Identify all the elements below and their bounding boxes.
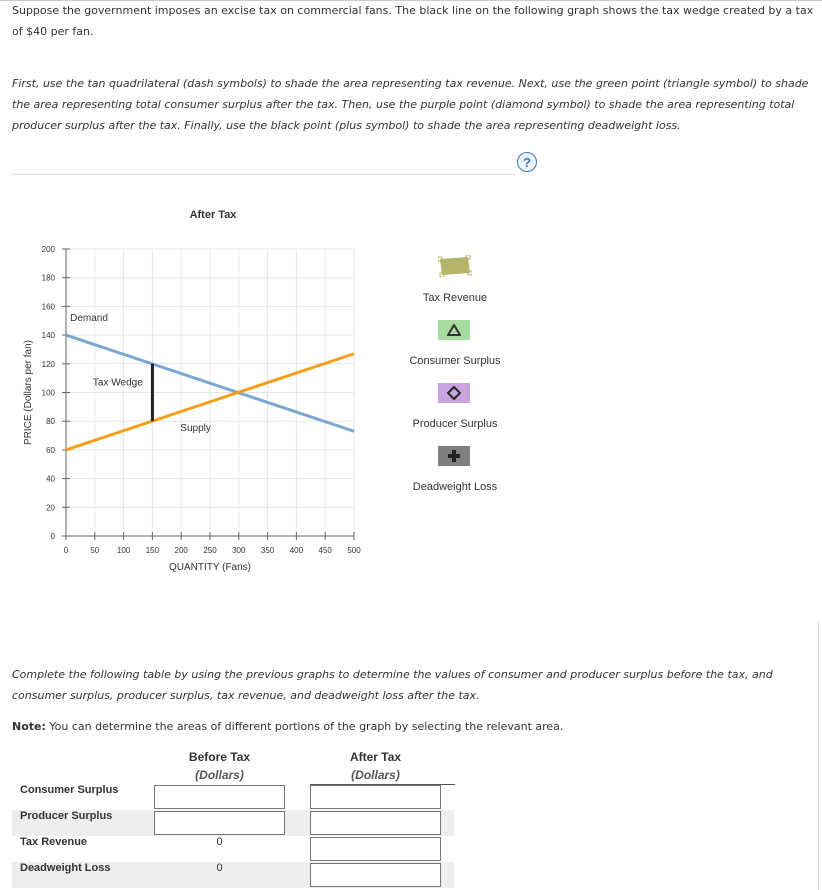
palette-deadweight-loss[interactable] bbox=[375, 444, 535, 500]
y-tick-label: 200 bbox=[41, 245, 55, 254]
palette-label: Deadweight Loss bbox=[412, 481, 498, 493]
row-label: Producer Surplus bbox=[20, 810, 113, 822]
producer-surplus-after-input[interactable] bbox=[310, 811, 441, 835]
col-before-sub: (Dollars) bbox=[195, 768, 244, 782]
table-instruction: Complete the following table by using the previous graphs to determine the values of consumer and producer surplus before the tax, and consumer surplus, producer surplus, tax revenue, and deadweight loss after the tax. bbox=[12, 668, 773, 702]
panel-edge bbox=[818, 622, 822, 890]
note-label: Note: bbox=[12, 720, 46, 733]
consumer-surplus-before-input[interactable] bbox=[154, 785, 285, 809]
x-tick-label: 400 bbox=[289, 546, 304, 555]
x-tick-label: 50 bbox=[90, 546, 100, 555]
consumer-surplus-after-input[interactable] bbox=[310, 785, 441, 809]
producer-surplus-before-input[interactable] bbox=[154, 811, 285, 835]
chart-title: After Tax bbox=[189, 209, 237, 221]
y-tick-label: 120 bbox=[41, 359, 55, 369]
x-tick-label: 300 bbox=[232, 546, 246, 555]
annotation-label: Demand bbox=[70, 312, 108, 324]
col-after-title: After Tax bbox=[349, 750, 402, 764]
palette-label: Producer Surplus bbox=[412, 418, 498, 430]
tax-revenue-after-input[interactable] bbox=[310, 837, 441, 861]
col-after-sub: (Dollars) bbox=[351, 768, 400, 782]
table-row bbox=[12, 862, 454, 888]
x-tick-label: 100 bbox=[116, 546, 131, 555]
y-tick-label: 160 bbox=[41, 302, 55, 312]
palette-label: Consumer Surplus bbox=[409, 355, 501, 367]
triangle-icon bbox=[438, 320, 470, 340]
divider bbox=[12, 174, 514, 175]
y-tick-label: 180 bbox=[41, 273, 55, 283]
palette-tax-revenue[interactable] bbox=[375, 250, 535, 310]
y-tick-label: 20 bbox=[46, 503, 55, 513]
y-tick-label: 140 bbox=[41, 331, 55, 341]
tan-quadrilateral-icon bbox=[438, 255, 472, 277]
x-tick-label: 0 bbox=[63, 546, 69, 555]
palette-consumer-surplus[interactable] bbox=[375, 318, 535, 374]
y-tick-label: 100 bbox=[41, 388, 55, 398]
intro-text: Suppose the government imposes an excise tax on commercial fans. The black line on the following graph shows the tax wedge created by a tax of $40 per fan. bbox=[12, 4, 814, 38]
col-before-title: Before Tax bbox=[188, 750, 251, 764]
x-axis-label: QUANTITY (Fans) bbox=[168, 562, 252, 573]
y-tick-label: 80 bbox=[46, 417, 55, 427]
row-label: Tax Revenue bbox=[20, 836, 88, 848]
x-tick-label: 250 bbox=[203, 546, 217, 555]
tax-revenue-before-value: 0 bbox=[216, 836, 223, 848]
diamond-icon bbox=[438, 383, 470, 403]
table-row bbox=[12, 836, 454, 862]
annotation-label: Supply bbox=[180, 423, 211, 435]
x-tick-label: 450 bbox=[318, 546, 332, 555]
deadweight-loss-after-input[interactable] bbox=[310, 863, 441, 887]
note-text: You can determine the areas of different portions of the graph by selecting the relevant area. bbox=[45, 720, 564, 733]
help-icon[interactable]: ? bbox=[517, 152, 537, 172]
row-label: Deadweight Loss bbox=[20, 862, 111, 874]
plus-icon bbox=[438, 446, 470, 466]
table-row bbox=[12, 784, 454, 810]
row-label: Consumer Surplus bbox=[20, 784, 119, 796]
x-tick-label: 150 bbox=[145, 546, 160, 555]
annotation-label: Tax Wedge bbox=[92, 377, 143, 389]
y-tick-label: 60 bbox=[46, 445, 55, 455]
task-text: First, use the tan quadrilateral (dash symbols) to shade the area representing tax revenue. Next, use the green point (triangle symbol) to shade the area representing total consumer surplus after the tax. Then, use the purple point (diamond symbol) to shade the area representing total producer surplus after the tax. Finally, use the black point (plus symbol) to shade the area representing deadweight loss. bbox=[12, 77, 809, 132]
palette-producer-surplus[interactable] bbox=[375, 381, 535, 437]
y-axis-label: PRICE (Dollars per fan) bbox=[23, 339, 34, 446]
note-line bbox=[12, 716, 820, 737]
palette-label: Tax Revenue bbox=[422, 292, 488, 304]
y-tick-label: 40 bbox=[46, 474, 55, 484]
x-tick-label: 200 bbox=[174, 546, 188, 555]
x-tick-label: 500 bbox=[347, 546, 361, 555]
x-tick-label: 350 bbox=[260, 546, 275, 555]
deadweight-loss-before-value: 0 bbox=[216, 862, 223, 874]
table-row bbox=[12, 810, 454, 836]
y-tick-label: 0 bbox=[50, 532, 55, 541]
